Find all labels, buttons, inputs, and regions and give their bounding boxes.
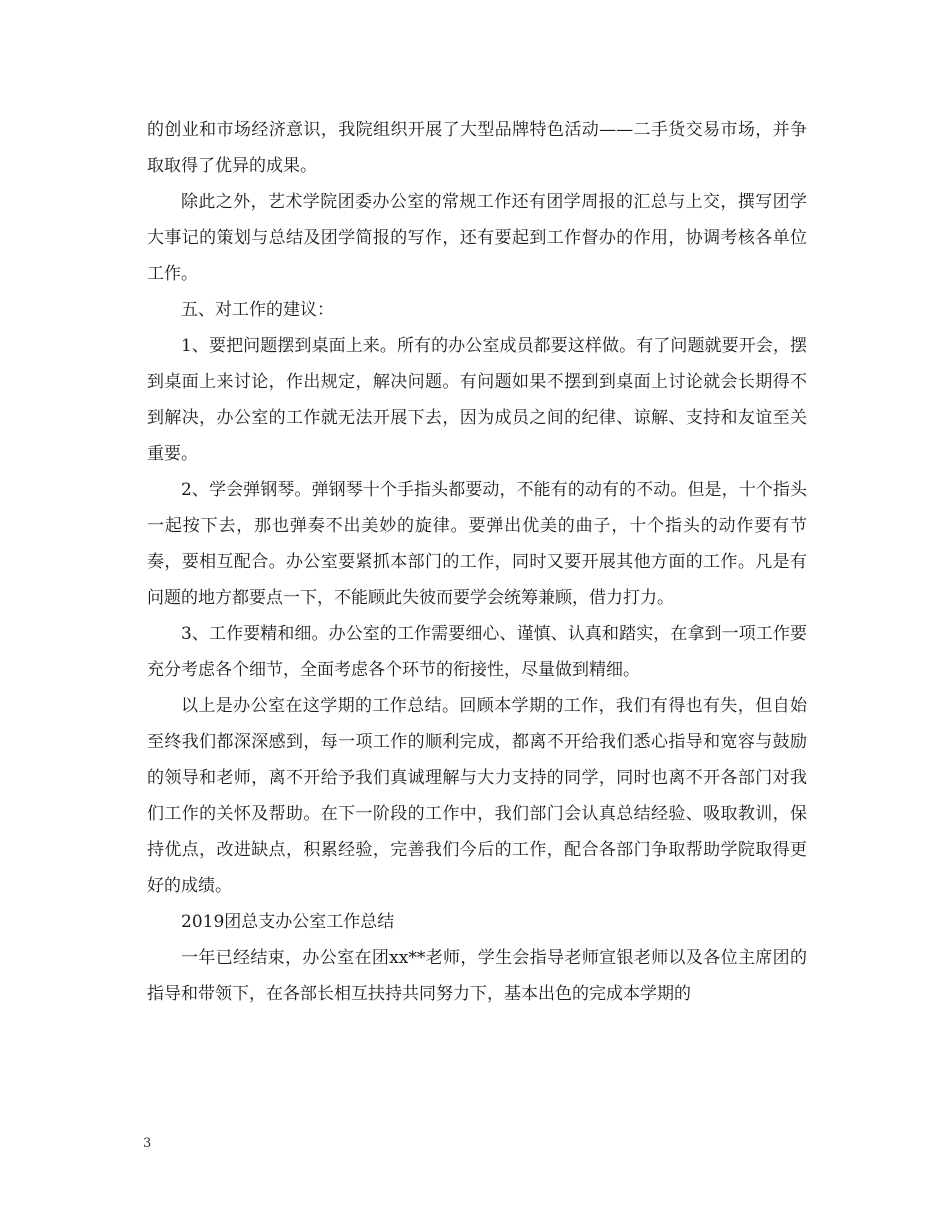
paragraph-suggestion-2: 2、学会弹钢琴。弹钢琴十个手指头都要动，不能有的动有的不动。但是，十个指头一起按下去，那也弹奏不出美妙的旋律。要弹出优美的曲子，十个指头的动作要有节奏，要相互配合。办公室要紧抓本部门的工作，同时又要开展其他方面的工作。凡是有问题的地方都要点一下，不能顾此失彼而要学会统筹兼顾，借力打力。 bbox=[147, 480, 807, 608]
document-body bbox=[147, 112, 807, 1012]
paragraph-routine-work: 除此之外，艺术学院团委办公室的常规工作还有团学周报的汇总与上交，撰写团学大事记的策划与总结及团学简报的写作，还有要起到工作督办的作用，协调考核各单位工作。 bbox=[147, 192, 807, 284]
paragraph-continuation: 的创业和市场经济意识，我院组织开展了大型品牌特色活动——二手货交易市场，并争取取得了优异的成果。 bbox=[147, 120, 807, 176]
paragraph-conclusion: 以上是办公室在这学期的工作总结。回顾本学期的工作，我们有得也有失，但自始至终我们都深深感到，每一项工作的顺利完成，都离不开给我们悉心指导和宽容与鼓励的领导和老师，离不开给予我们真诚理解与大力支持的同学，同时也离不开各部门对我们工作的关怀及帮助。在下一阶段的工作中，我们部门会认真总结经验、吸取教训，保持优点，改进缺点，积累经验，完善我们今后的工作，配合各部门争取帮助学院取得更好的成绩。 bbox=[147, 696, 807, 896]
paragraph-suggestion-3: 3、工作要精和细。办公室的工作需要细心、谨慎、认真和踏实，在拿到一项工作要充分考虑各个细节，全面考虑各个环节的衔接性，尽量做到精细。 bbox=[147, 624, 807, 680]
paragraph-suggestion-1: 1、要把问题摆到桌面上来。所有的办公室成员都要这样做。有了问题就要开会，摆到桌面上来讨论，作出规定，解决问题。有问题如果不摆到到桌面上讨论就会长期得不到解决，办公室的工作就无法开展下去，因为成员之间的纪律、谅解、支持和友谊至关重要。 bbox=[147, 336, 807, 464]
section-heading-suggestions: 五、对工作的建议： bbox=[181, 300, 334, 320]
page-number: 3 bbox=[143, 1136, 152, 1151]
paragraph-summary-intro: 一年已经结束，办公室在团xx**老师，学生会指导老师宣银老师以及各位主席团的指导和带领下，在各部长相互扶持共同努力下，基本出色的完成本学期的 bbox=[147, 948, 807, 1004]
section-title-summary: 2019团总支办公室工作总结 bbox=[181, 912, 395, 932]
